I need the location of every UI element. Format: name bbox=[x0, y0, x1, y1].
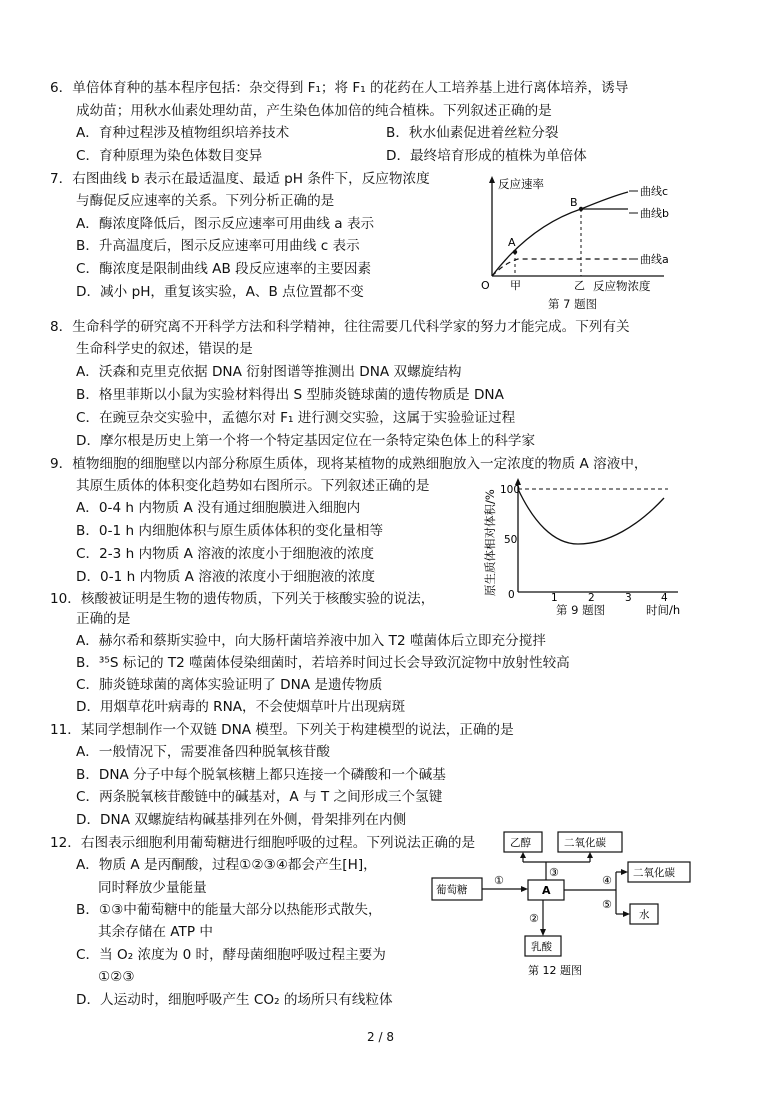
q6-option-c: C．育种原理为染色体数目变异 bbox=[76, 148, 263, 164]
q9-protoplast-volume-figure bbox=[478, 476, 688, 616]
q8-option-b: B．格里菲斯以小鼠为实验材料得出 S 型肺炎链球菌的遗传物质是 DNA bbox=[76, 387, 504, 403]
page-number: 2 / 8 bbox=[367, 1030, 394, 1044]
q7-curve-a-label: 曲线a bbox=[640, 253, 669, 266]
q7-origin-label: O bbox=[481, 279, 490, 292]
q7-curve-a bbox=[492, 259, 628, 276]
q12-step-2: ② bbox=[529, 912, 539, 925]
q12-step-5: ⑤ bbox=[602, 898, 612, 911]
q12-figure-caption: 第 12 题图 bbox=[528, 964, 582, 977]
q9-x-tick-4: 4 bbox=[661, 592, 668, 604]
q12-arrow-1-head bbox=[521, 886, 528, 892]
q7-option-a: A．酶浓度降低后，图示反应速率可用曲线 a 表示 bbox=[76, 216, 375, 232]
q12-option-c-line1: C．当 O₂ 浓度为 0 时，酵母菌细胞呼吸过程主要为 bbox=[76, 947, 386, 963]
q7-y-axis-label: 反应速率 bbox=[498, 177, 544, 191]
q12-arrow-2-head bbox=[540, 929, 546, 936]
q6-option-d: D．最终培育形成的植株为单倍体 bbox=[386, 148, 587, 164]
q12-box-lactic-label: 乳酸 bbox=[531, 941, 552, 953]
q9-stem-line2: 其原生质体的体积变化趋势如右图所示。下列叙述正确的是 bbox=[76, 478, 430, 494]
q12-step-4: ④ bbox=[602, 874, 612, 887]
q9-x-tick-1: 1 bbox=[551, 592, 558, 604]
q12-option-a-line2: 同时释放少量能量 bbox=[98, 880, 207, 896]
q10-stem-line1: 10．核酸被证明是生物的遗传物质，下列关于核酸实验的说法， bbox=[50, 591, 435, 607]
q9-origin-label: 0 bbox=[508, 589, 515, 601]
q7-option-b: B．升高温度后，图示反应速率可用曲线 c 表示 bbox=[76, 238, 360, 254]
q9-option-c: C．2-3 h 内物质 A 溶液的浓度小于细胞液的浓度 bbox=[76, 546, 374, 562]
q9-y-tick-100: 100 bbox=[500, 484, 521, 496]
q12-option-a-line1: A．物质 A 是丙酮酸，过程①②③④都会产生[H]， bbox=[76, 857, 377, 873]
q8-stem-line1: 8．生命科学的研究离不开科学方法和科学精神，往往需要几代科学家的努力才能完成。下列有关 bbox=[50, 319, 630, 335]
q11-option-c: C．两条脱氧核苷酸链中的碱基对，A 与 T 之间形成三个氢键 bbox=[76, 789, 443, 805]
q9-y-tick-50: 50 bbox=[504, 534, 518, 546]
q9-figure-caption: 第 9 题图 bbox=[556, 603, 606, 617]
q7-curve-c bbox=[581, 192, 628, 209]
q12-option-b-line1: B．①③中葡萄糖中的能量大部分以热能形式散失， bbox=[76, 902, 382, 918]
q9-option-a: A．0-4 h 内物质 A 没有通过细胞膜进入细胞内 bbox=[76, 500, 361, 516]
q12-box-ethanol-label: 乙醇 bbox=[510, 837, 531, 849]
q7-x-tick-jia: 甲 bbox=[510, 279, 521, 292]
q12-step-3: ③ bbox=[549, 866, 559, 879]
q7-stem-line2: 与酶促反应速率的关系。下列分析正确的是 bbox=[76, 193, 335, 209]
q10-option-b: B．³⁵S 标记的 T2 噬菌体侵染细菌时，若培养时间过长会导致沉淀物中放射性较高 bbox=[76, 655, 570, 671]
q7-point-a-label: A bbox=[508, 236, 516, 249]
q6-stem-line2: 成幼苗；用秋水仙素处理幼苗，产生染色体加倍的纯合植株。下列叙述正确的是 bbox=[76, 103, 552, 119]
q7-x-tick-yi: 乙 bbox=[574, 279, 585, 292]
q9-stem-line1: 9．植物细胞的细胞壁以内部分称原生质体，现将某植物的成熟细胞放入一定浓度的物质 A 溶液中， bbox=[50, 456, 648, 472]
q6-option-b: B．秋水仙素促进着丝粒分裂 bbox=[386, 125, 559, 141]
q12-arrow-3-right-head bbox=[587, 852, 593, 858]
q12-option-b-line2: 其余存储在 ATP 中 bbox=[98, 924, 213, 940]
q7-point-b bbox=[579, 207, 583, 211]
q11-stem: 11．某同学想制作一个双链 DNA 模型。下列关于构建模型的说法，正确的是 bbox=[50, 722, 514, 738]
q10-option-c: C．肺炎链球菌的离体实验证明了 DNA 是遗传物质 bbox=[76, 677, 383, 693]
q11-option-b: B．DNA 分子中每个脱氧核糖上都只连接一个磷酸和一个碱基 bbox=[76, 767, 446, 783]
q7-point-a bbox=[513, 250, 517, 254]
q11-option-d: D．DNA 双螺旋结构碱基排列在外侧，骨架排列在内侧 bbox=[76, 812, 407, 828]
q9-volume-curve bbox=[518, 489, 664, 544]
q7-option-d: D．减小 pH，重复该实验，A、B 点位置都不变 bbox=[76, 284, 364, 300]
q7-point-b-label: B bbox=[570, 196, 578, 209]
q12-step-1: ① bbox=[494, 874, 504, 887]
q8-option-a: A．沃森和克里克依据 DNA 衍射图谱等推测出 DNA 双螺旋结构 bbox=[76, 364, 462, 380]
q12-box-water-label: 水 bbox=[639, 909, 650, 921]
q7-x-axis-label: 反应物浓度 bbox=[593, 279, 651, 293]
q12-box-glucose-label: 葡萄糖 bbox=[436, 884, 468, 896]
q12-option-d: D．人运动时，细胞呼吸产生 CO₂ 的场所只有线粒体 bbox=[76, 992, 393, 1008]
q9-y-axis-label: 原生质体相对体积/% bbox=[483, 489, 497, 596]
q9-x-tick-2: 2 bbox=[588, 592, 595, 604]
q10-stem-line2: 正确的是 bbox=[76, 611, 131, 627]
q10-option-a: A．赫尔希和蔡斯实验中，向大肠杆菌培养液中加入 T2 噬菌体后立即充分搅拌 bbox=[76, 633, 546, 649]
q9-x-tick-3: 3 bbox=[625, 592, 632, 604]
q7-y-axis-arrow bbox=[489, 176, 495, 183]
q7-curve-b-label: 曲线b bbox=[640, 207, 669, 220]
q7-figure-caption: 第 7 题图 bbox=[548, 297, 598, 311]
q12-option-c-line2: ①②③ bbox=[98, 969, 135, 985]
q6-stem-line1: 6．单倍体育种的基本程序包括：杂交得到 F₁；将 F₁ 的花药在人工培养基上进行离体培养，诱导 bbox=[50, 80, 629, 96]
q11-option-a: A．一般情况下，需要准备四种脱氧核苷酸 bbox=[76, 744, 330, 760]
q12-arrow-4-head bbox=[621, 869, 628, 875]
q8-option-d: D．摩尔根是历史上第一个将一个特定基因定位在一条特定染色体上的科学家 bbox=[76, 433, 536, 449]
q12-respiration-diagram bbox=[428, 826, 698, 978]
q12-arrow-3-left-head bbox=[520, 852, 526, 858]
q7-curve-c-label: 曲线c bbox=[640, 185, 669, 198]
q8-stem-line2: 生命科学史的叙述，错误的是 bbox=[76, 341, 253, 357]
q7-option-c: C．酶浓度是限制曲线 AB 段反应速率的主要因素 bbox=[76, 261, 372, 277]
q12-stem: 12．右图表示细胞利用葡萄糖进行细胞呼吸的过程。下列说法正确的是 bbox=[50, 835, 476, 851]
q12-box-co2-top-label: 二氧化碳 bbox=[564, 837, 606, 849]
q12-arrow-5-head bbox=[623, 911, 630, 917]
q6-option-a: A．育种过程涉及植物组织培养技术 bbox=[76, 125, 290, 141]
q9-option-b: B．0-1 h 内细胞体积与原生质体体积的变化量相等 bbox=[76, 523, 384, 539]
q9-x-axis-label: 时间/h bbox=[646, 603, 681, 616]
q10-option-d: D．用烟草花叶病毒的 RNA，不会使烟草叶片出现病斑 bbox=[76, 699, 406, 715]
q8-option-c: C．在豌豆杂交实验中，孟德尔对 F₁ 进行测交实验，这属于实验验证过程 bbox=[76, 410, 516, 426]
q12-box-a-label: A bbox=[542, 884, 551, 897]
q9-option-d: D．0-1 h 内物质 A 溶液的浓度小于细胞液的浓度 bbox=[76, 569, 375, 585]
q12-box-co2-right-label: 二氧化碳 bbox=[633, 867, 675, 879]
q7-stem-line1: 7．右图曲线 b 表示在最适温度、最适 pH 条件下，反应物浓度 bbox=[50, 171, 430, 187]
